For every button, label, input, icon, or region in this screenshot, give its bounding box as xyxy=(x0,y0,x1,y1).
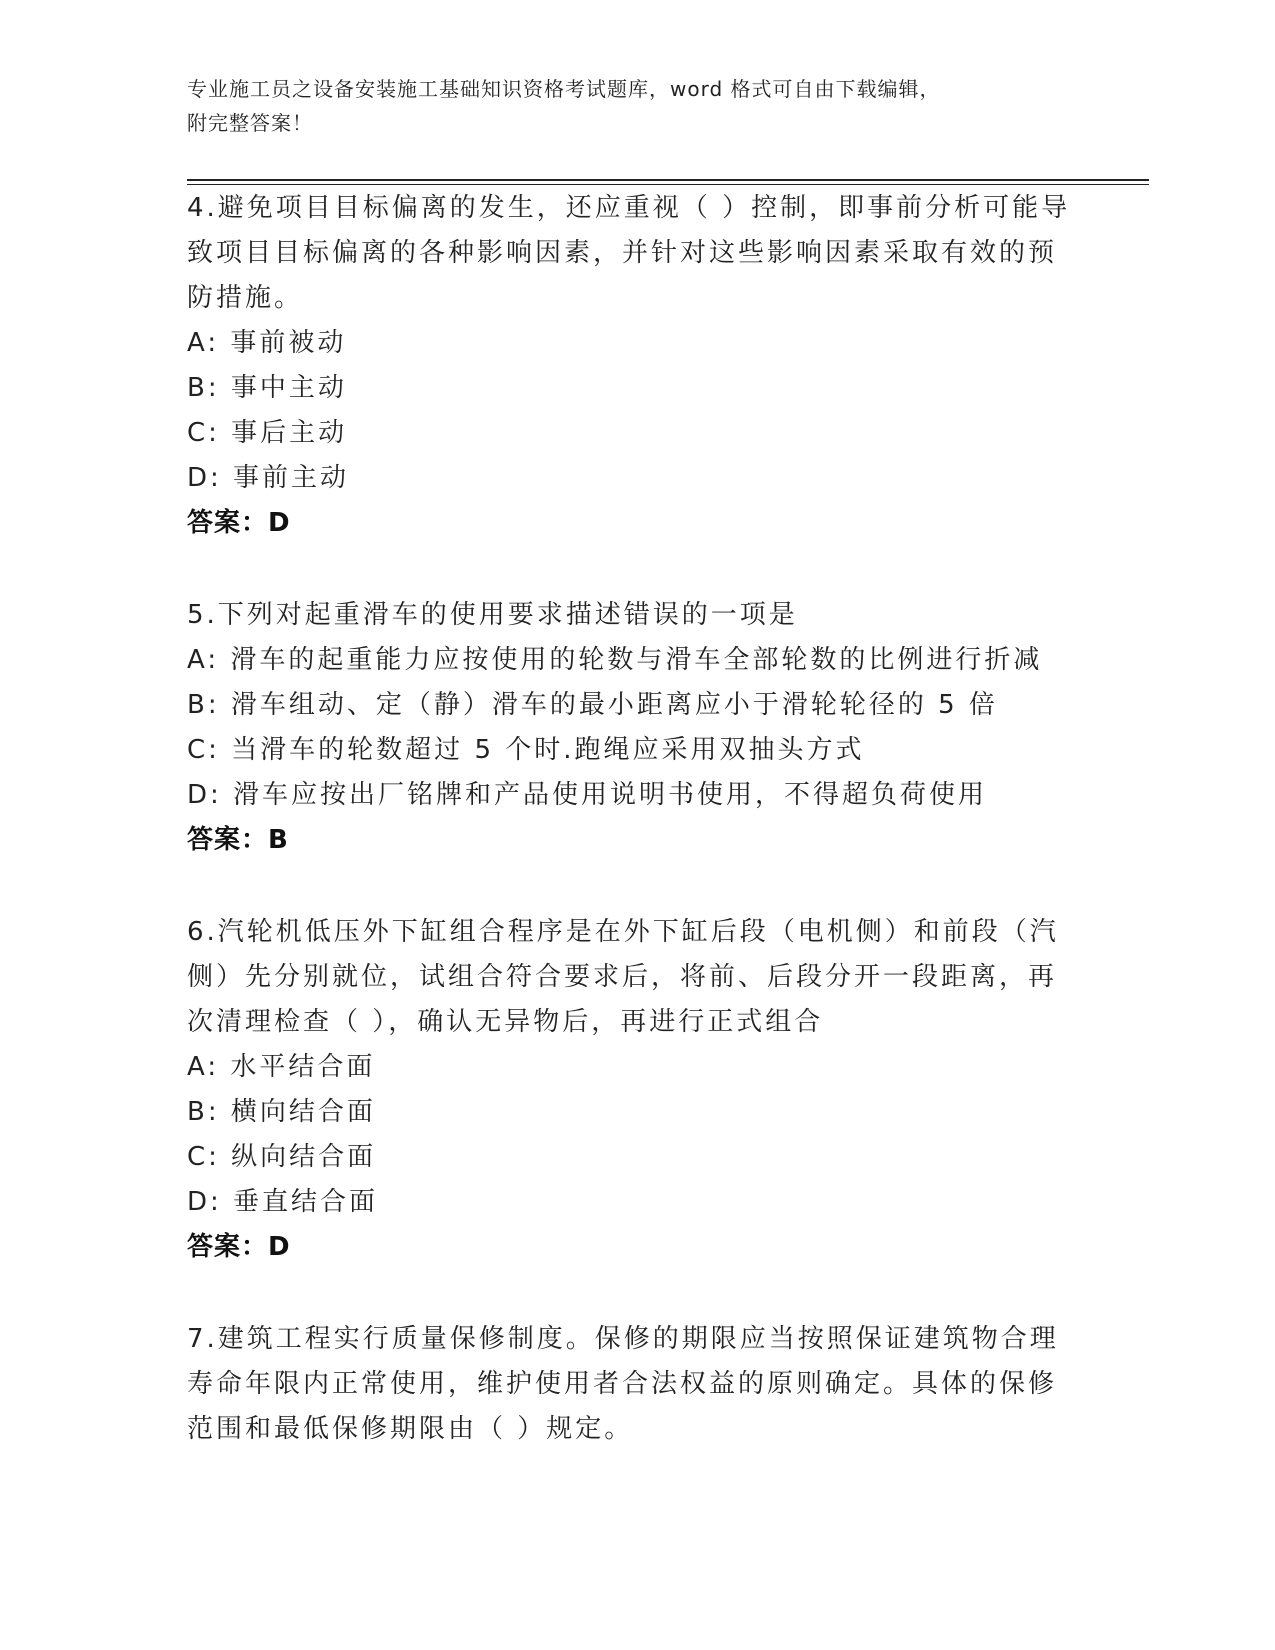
answer-label: 答案：B xyxy=(187,825,289,855)
question-stem-line: 7.建筑工程实行质量保修制度。保修的期限应当按照保证建筑物合理 xyxy=(187,1324,1059,1354)
header-divider-bottom xyxy=(187,184,1149,185)
option-a: A: 水平结合面 xyxy=(187,1052,376,1082)
answer-label: 答案：D xyxy=(187,508,291,538)
option-a: A: 滑车的起重能力应按使用的轮数与滑车全部轮数的比例进行折减 xyxy=(187,645,1043,675)
question-4 xyxy=(187,186,1087,546)
option-c: C: 当滑车的轮数超过 5 个时.跑绳应采用双抽头方式 xyxy=(187,735,865,765)
question-stem-line: 次清理检查（ ），确认无异物后，再进行正式组合 xyxy=(187,1007,824,1037)
option-b: B: 事中主动 xyxy=(187,373,347,403)
question-stem-line: 防措施。 xyxy=(187,283,304,313)
option-c: C: 纵向结合面 xyxy=(187,1142,377,1172)
question-stem-line: 5.下列对起重滑车的使用要求描述错误的一项是 xyxy=(187,600,798,630)
option-b: B: 滑车组动、定（静）滑车的最小距离应小于滑轮轮径的 5 倍 xyxy=(187,690,998,720)
document-header xyxy=(187,72,1067,140)
question-stem-line: 4.避免项目目标偏离的发生，还应重视（ ）控制，即事前分析可能导 xyxy=(187,193,1071,223)
header-divider-top xyxy=(187,179,1149,181)
option-d: D: 事前主动 xyxy=(187,463,350,493)
header-line-1: 专业施工员之设备安装施工基础知识资格考试题库，word 格式可自由下载编辑， xyxy=(187,77,941,101)
answer-label: 答案：D xyxy=(187,1232,291,1262)
question-6 xyxy=(187,910,1087,1270)
question-stem-line: 6.汽轮机低压外下缸组合程序是在外下缸后段（电机侧）和前段（汽 xyxy=(187,917,1059,947)
question-stem-line: 寿命年限内正常使用，维护使用者合法权益的原则确定。具体的保修 xyxy=(187,1369,1058,1399)
option-b: B: 横向结合面 xyxy=(187,1097,376,1127)
option-d: D: 垂直结合面 xyxy=(187,1187,379,1217)
option-a: A: 事前被动 xyxy=(187,328,347,358)
question-stem-line: 范围和最低保修期限由（ ）规定。 xyxy=(187,1414,634,1444)
option-c: C: 事后主动 xyxy=(187,418,348,448)
question-list xyxy=(187,186,1087,1499)
question-stem-line: 侧）先分别就位，试组合符合要求后，将前、后段分开一段距离，再 xyxy=(187,962,1058,992)
question-5 xyxy=(187,593,1087,863)
question-7 xyxy=(187,1317,1087,1452)
question-stem-line: 致项目目标偏离的各种影响因素，并针对这些影响因素采取有效的预 xyxy=(187,238,1058,268)
option-d: D: 滑车应按出厂铭牌和产品使用说明书使用，不得超负荷使用 xyxy=(187,780,988,810)
header-line-2: 附完整答案！ xyxy=(187,111,313,135)
